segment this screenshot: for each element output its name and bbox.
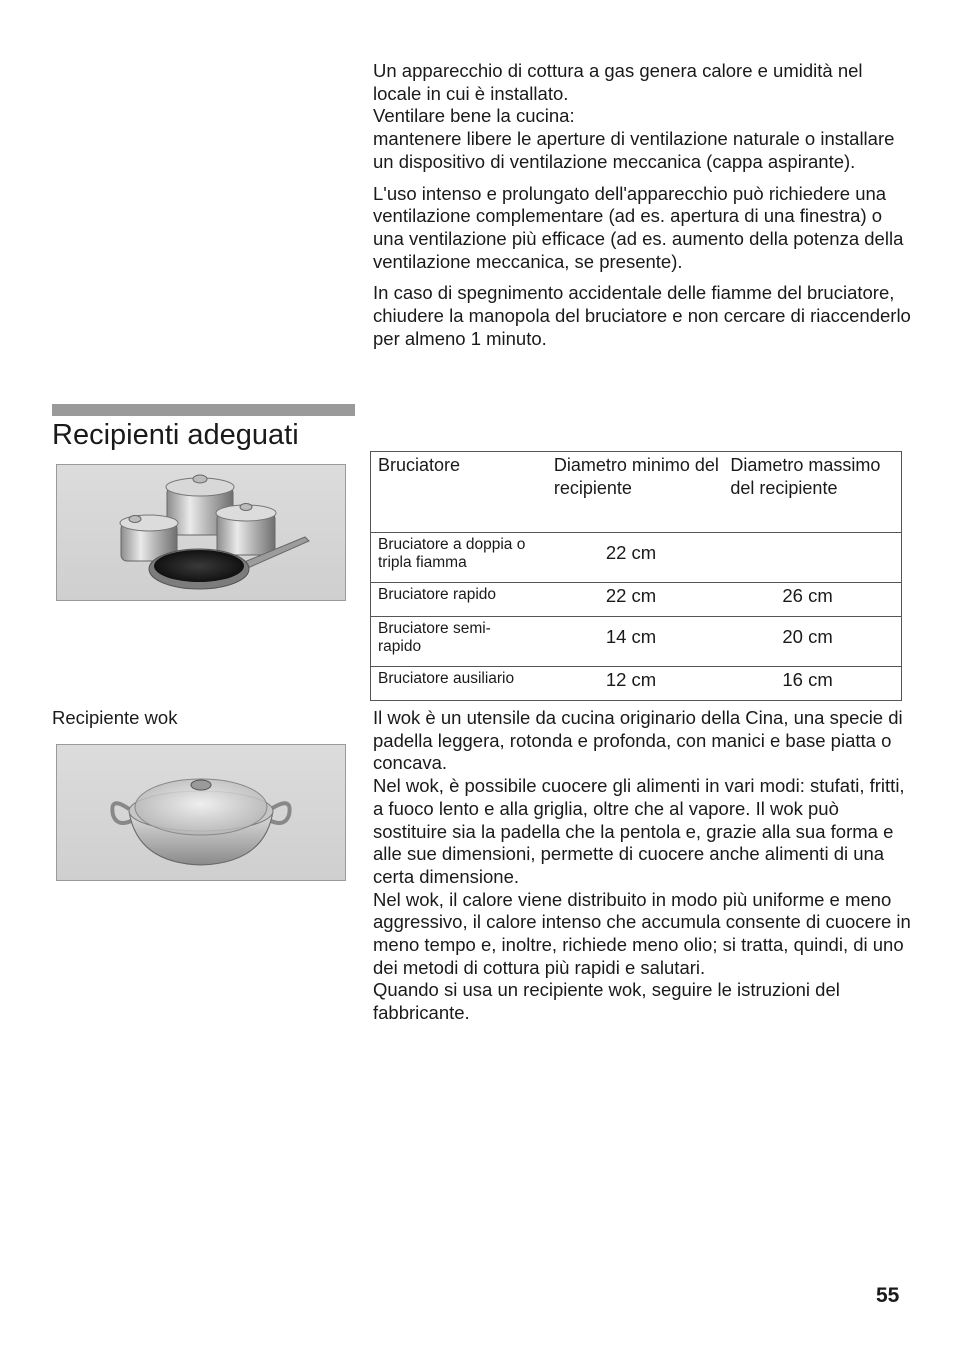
section-divider-bar — [52, 404, 355, 416]
table-header-max-diameter: Diametro massimo del recipiente — [730, 452, 901, 533]
table-header-row — [371, 452, 902, 533]
wok-description: Il wok è un utensile da cucina originario della Cina, una specie di padella leggera, rotonda e profonda, con manici e base piatta o concava. Nel wok, è possibile cuocere gli alimenti in vari modi: stufati, fritti, a fuoco lento e alla griglia, oltre che al vapore. Il wok può sostituire sia la padella che la pentola e, grazie alla sua forma e alle sue dimensioni, permette di cuocere anche alimenti di una certa dimensione. Nel wok, il calore viene distribuito in modo più uniforme e meno aggressivo, il calore intenso che accumula consente di cuocere in meno tempo e, inoltre, richiede meno olio; si tratta, quindi, di uno dei metodi di cottura più rapidi e salutari. Quando si usa un recipiente wok, seguire le istruzioni del fabbricante. — [373, 707, 911, 1024]
intro-paragraph-3: In caso di spegnimento accidentale delle fiamme del bruciatore, chiudere la manopola del bruciatore e non cercare di riaccenderlo per almeno 1 minuto. — [373, 282, 911, 349]
intro-paragraph-2: L'uso intenso e prolungato dell'apparecchio può richiedere una ventilazione complementare (ad es. apertura di una finestra) o una ventilazione più efficace (ad es. aumento della potenza della ventilazione meccanica, se presente). — [373, 182, 904, 272]
table-header-min-diameter: Diametro minimo del recipiente — [554, 452, 731, 533]
max-diameter: 20 cm — [782, 626, 833, 647]
intro-text — [373, 60, 913, 359]
cookware-image — [56, 464, 346, 601]
burner-table — [370, 451, 902, 701]
wok-image — [56, 744, 346, 881]
max-diameter — [730, 533, 901, 542]
table-row — [371, 617, 902, 667]
table-row — [371, 667, 902, 701]
burner-name: Bruciatore a doppia o tripla fiamma — [378, 536, 526, 571]
min-diameter: 14 cm — [605, 626, 657, 647]
intro-paragraph-1: Un apparecchio di cottura a gas genera calore e umidità nel locale in cui è installato. Ventilare bene la cucina: mantenere libere le aperture di ventilazione naturale o installare un dispositivo di ventilazione meccanica (cappa aspirante). — [373, 60, 895, 172]
burner-name: Bruciatore rapido — [378, 586, 497, 603]
min-diameter: 22 cm — [605, 585, 657, 606]
wok-label: Recipiente wok — [52, 707, 178, 728]
table-header-burner: Bruciatore — [371, 452, 554, 533]
burner-name: Bruciatore semi-rapido — [378, 620, 491, 655]
table-row — [371, 583, 902, 617]
burner-name: Bruciatore ausiliario — [378, 670, 515, 687]
page-number: 55 — [876, 1284, 900, 1307]
section-title: Recipienti adeguati — [52, 419, 299, 451]
max-diameter: 26 cm — [782, 585, 833, 606]
min-diameter: 12 cm — [605, 669, 657, 690]
max-diameter: 16 cm — [782, 669, 833, 690]
min-diameter: 22 cm — [605, 542, 657, 563]
table-row — [371, 533, 902, 583]
